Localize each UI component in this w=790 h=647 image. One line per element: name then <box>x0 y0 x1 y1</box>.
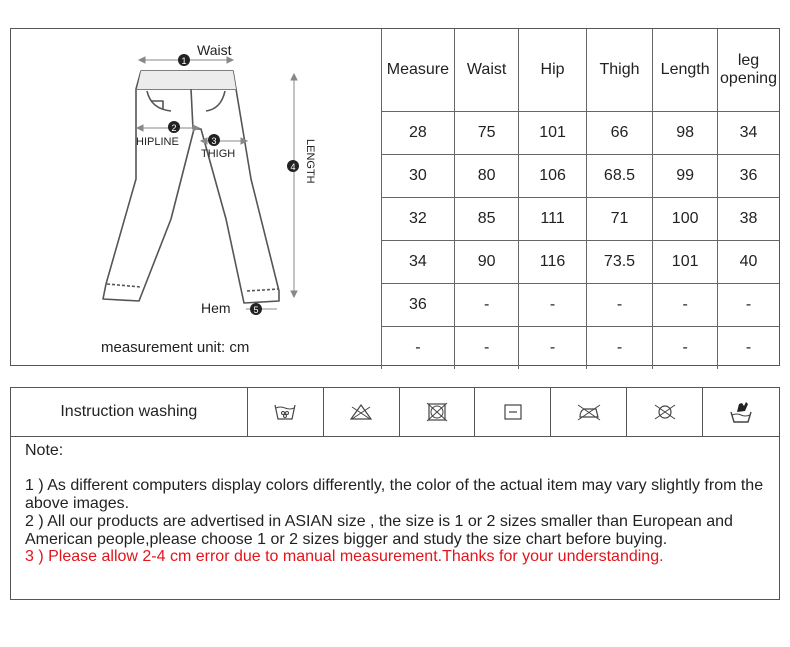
header-thigh: Thigh <box>586 29 653 111</box>
thigh-label: THIGH <box>201 148 236 160</box>
length-label: LENGTH <box>304 139 316 184</box>
table-cell: 75 <box>454 111 519 154</box>
marker-1 <box>178 54 190 66</box>
waist-label: Waist <box>197 42 232 58</box>
table-cell: - <box>519 326 586 369</box>
do-not-dry-clean-icon <box>627 388 703 436</box>
header-waist: Waist <box>454 29 519 111</box>
table-cell: 101 <box>653 240 718 283</box>
dry-flat-icon <box>475 388 551 436</box>
table-cell: 101 <box>519 111 586 154</box>
table-cell: 90 <box>454 240 519 283</box>
svg-text:1: 1 <box>181 56 187 66</box>
table-cell: - <box>586 283 653 326</box>
do-not-tumble-dry-icon <box>400 388 476 436</box>
note-item-highlight: 3 ) Please allow 2-4 cm error due to manual measurement.Thanks for your understanding. <box>25 548 664 565</box>
table-cell: 116 <box>519 240 586 283</box>
table-cell: 40 <box>718 240 779 283</box>
table-row <box>382 326 780 369</box>
table-cell: 28 <box>382 111 455 154</box>
waistband-shading <box>137 71 236 89</box>
svg-text:3: 3 <box>211 136 217 146</box>
marker-5 <box>250 303 262 315</box>
pants-measurement-diagram <box>11 29 381 365</box>
table-row <box>382 283 780 326</box>
size-table <box>381 29 779 369</box>
hipline-label: HIPLINE <box>136 136 179 148</box>
table-cell: 106 <box>519 154 586 197</box>
table-cell: 36 <box>382 283 455 326</box>
table-cell: - <box>718 326 779 369</box>
do-not-bleach-icon <box>324 388 400 436</box>
table-cell: 99 <box>653 154 718 197</box>
notes-title: Note: <box>25 442 64 459</box>
table-cell: 85 <box>454 197 519 240</box>
washing-label: Instruction washing <box>11 388 248 436</box>
table-cell: 30 <box>382 154 455 197</box>
table-cell: 36 <box>718 154 779 197</box>
table-cell: 100 <box>653 197 718 240</box>
care-and-notes-panel <box>10 387 780 600</box>
table-cell: 73.5 <box>586 240 653 283</box>
size-table-header-row <box>382 29 780 111</box>
table-cell: 80 <box>454 154 519 197</box>
hem-label: Hem <box>201 300 231 316</box>
table-cell: - <box>653 283 718 326</box>
note-item: 1 ) As different computers display colors differently, the color of the actual item may vary slightly from the above images. <box>25 477 764 512</box>
measurement-unit-label: measurement unit: cm <box>101 339 250 356</box>
table-cell: - <box>653 326 718 369</box>
table-row <box>382 154 780 197</box>
table-cell: - <box>718 283 779 326</box>
table-row <box>382 197 780 240</box>
size-chart-panel <box>10 28 780 366</box>
table-cell: - <box>454 326 519 369</box>
header-leg-opening: leg opening <box>718 29 779 111</box>
table-cell: 32 <box>382 197 455 240</box>
table-row <box>382 240 780 283</box>
hand-wash-icon <box>703 388 779 436</box>
table-cell: 38 <box>718 197 779 240</box>
table-cell: - <box>382 326 455 369</box>
table-cell: 34 <box>382 240 455 283</box>
table-cell: - <box>454 283 519 326</box>
measurement-arrows <box>137 57 297 309</box>
svg-text:4: 4 <box>290 162 296 172</box>
marker-2 <box>168 121 180 133</box>
table-cell: - <box>586 326 653 369</box>
table-cell: 111 <box>519 197 586 240</box>
pants-outline <box>103 71 279 303</box>
note-item: 2 ) All our products are advertised in ASIAN size , the size is 1 or 2 sizes smaller than European and American people,please choose 1 or 2 sizes bigger and study the size chart before buying. <box>25 513 733 548</box>
header-measure: Measure <box>382 29 455 111</box>
svg-text:5: 5 <box>253 305 259 315</box>
table-cell: 98 <box>653 111 718 154</box>
iron-low-icon <box>551 388 627 436</box>
table-row <box>382 111 780 154</box>
table-cell: 66 <box>586 111 653 154</box>
washing-instructions-row <box>11 388 779 437</box>
table-cell: 68.5 <box>586 154 653 197</box>
header-length: Length <box>653 29 718 111</box>
machine-wash-30-icon <box>248 388 324 436</box>
table-cell: 34 <box>718 111 779 154</box>
marker-3 <box>208 134 220 146</box>
table-cell: - <box>519 283 586 326</box>
table-cell: 71 <box>586 197 653 240</box>
marker-4 <box>287 160 299 172</box>
svg-text:2: 2 <box>171 123 177 133</box>
header-hip: Hip <box>519 29 586 111</box>
